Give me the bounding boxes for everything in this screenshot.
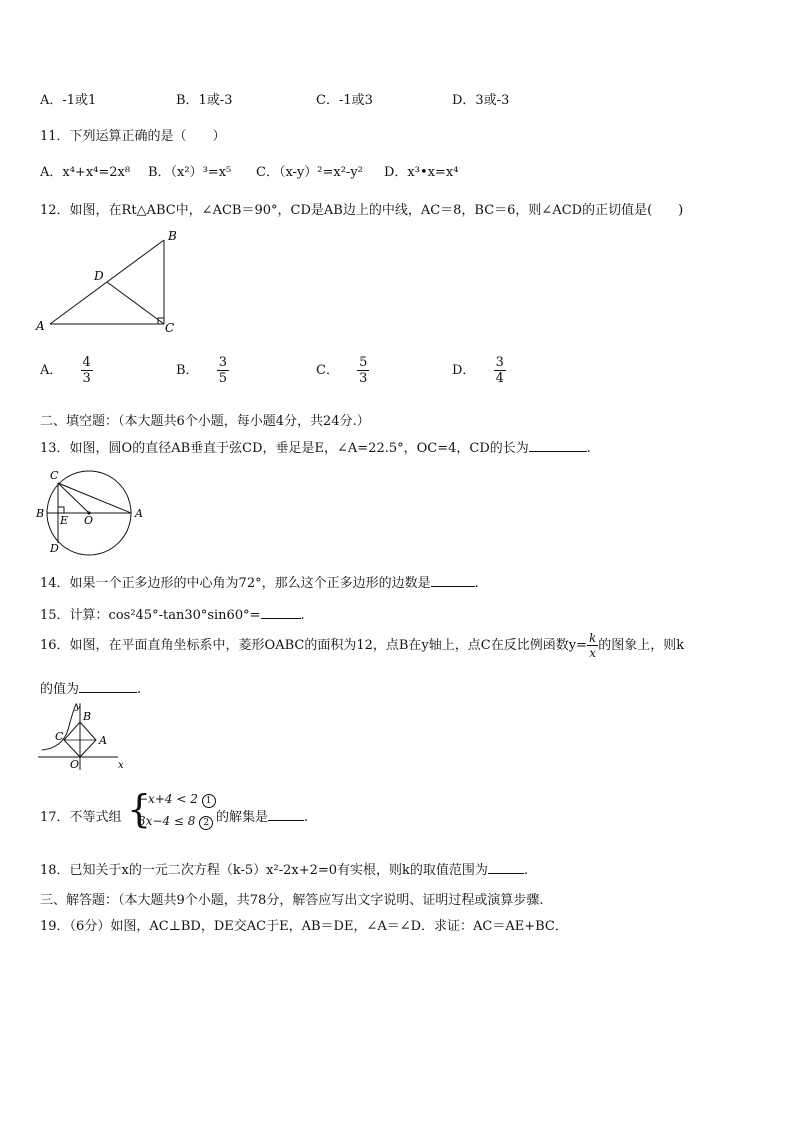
q11-stem: 11．下列运算正确的是（ ）	[40, 129, 226, 144]
q13-label-o: O	[84, 514, 94, 527]
q19-stem: 19．（6分）如图，AC⊥BD，DE交AC于E，AB＝DE，∠A＝∠D．求证：AC＝AE+BC．	[40, 919, 568, 934]
q13-label-d: D	[50, 542, 59, 555]
q12-label-a: A	[36, 319, 45, 333]
q16-label-o: O	[70, 758, 80, 771]
q16-answer-blank[interactable]	[79, 680, 137, 693]
q12-option-d: D． $\frac{3}{4}$	[452, 355, 504, 386]
q18-answer-blank[interactable]	[488, 861, 524, 874]
q12-option-a: A． $\frac{4}{3}$	[40, 355, 91, 386]
q16-label-y: y	[75, 701, 81, 712]
q13-label-c: C	[50, 469, 59, 482]
q16-stem-line2: 的值为 .	[40, 682, 142, 697]
q14-answer-blank[interactable]	[431, 574, 475, 587]
q13-answer-blank[interactable]	[529, 439, 587, 452]
section-2-heading: 二、填空题：（本大题共6个小题，每小题4分，共24分.）	[40, 414, 370, 429]
q10-option-d: D．3或-3	[452, 93, 510, 108]
q18-stem: 18．已知关于x的一元二次方程（k-5）x²-2x+2=0有实根，则k的取值范围为 .	[40, 863, 529, 878]
q11-option-d: D．x³•x=x⁴	[384, 165, 459, 180]
q11-option-c: C．（x-y）²=x²-y²	[256, 165, 363, 180]
q13-stem: 13．如图，圆O的直径AB垂直于弦CD，垂足是E，∠A=22.5°，OC=4，CD的长为 .	[40, 441, 591, 456]
q15-stem: 15．计算：cos²45°-tan30°sin60°= .	[40, 608, 305, 623]
q16-stem-line1: 16．如图，在平面直角坐标系中，菱形OABC的面积为12，点B在y轴上，点C在反比例函数y= $\frac{k}{x}$ 的图象上，则k	[40, 631, 685, 660]
q16-label-b: B	[83, 710, 92, 723]
q14-stem: 14．如果一个正多边形的中心角为72°，那么这个正多边形的边数是 .	[40, 576, 479, 591]
q15-answer-blank[interactable]	[261, 606, 301, 619]
q11-option-a: A．x⁴+x⁴=2x⁸	[40, 165, 131, 180]
q17-answer-blank[interactable]	[268, 808, 304, 821]
q12-label-b: B	[168, 229, 177, 243]
q12-figure	[32, 224, 192, 340]
q10-option-a: A．-1或1	[40, 93, 97, 108]
q13-label-b: B	[36, 507, 45, 520]
section-3-heading: 三、解答题：（本大题共9个小题，共78分，解答应写出文字说明、证明过程或演算步骤.	[40, 893, 544, 908]
q16-label-a: A	[99, 734, 107, 747]
q11-option-b: B．（x²）³=x⁵	[148, 165, 232, 180]
q12-option-c: C． $\frac{5}{3}$	[316, 355, 368, 386]
q13-label-a: A	[135, 507, 143, 520]
q13-figure	[32, 462, 150, 558]
q10-option-b: B．1或-3	[176, 93, 233, 108]
q13-label-e: E	[60, 514, 69, 527]
q12-label-c: C	[165, 321, 175, 335]
q16-figure	[32, 700, 132, 772]
q17-inequality-1: −x+4 < 2 1	[138, 792, 216, 808]
q17-inequality-2: 3x−4 ≤ 8 2	[138, 814, 213, 830]
q12-label-d: D	[94, 269, 104, 283]
q12-stem: 12．如图，在Rt△ABC中，∠ACB＝90°，CD是AB边上的中线，AC＝8，BC＝6，则∠ACD的正切值是( )	[40, 203, 684, 218]
q10-option-c: C．-1或3	[316, 93, 373, 108]
q16-label-x: x	[118, 760, 124, 771]
q16-label-c: C	[55, 730, 64, 743]
q12-option-b: B． $\frac{3}{5}$	[176, 355, 227, 386]
